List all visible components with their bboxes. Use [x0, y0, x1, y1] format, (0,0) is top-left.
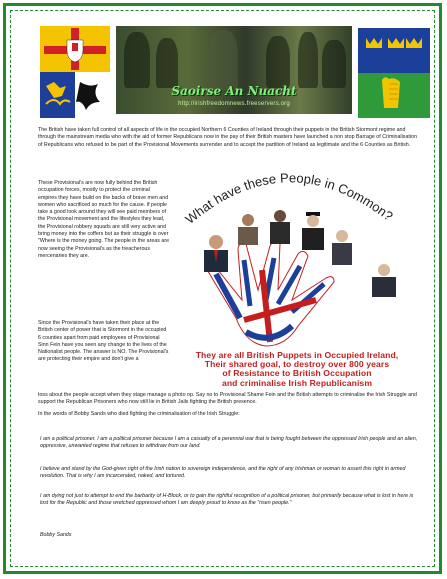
signature: Bobby Sands [40, 532, 72, 538]
quote-paragraph: I am dying not just to attempt to end the barbarity of H-Block, or to gain the rightful recognition of a political prisoner, but primarily because what is lost in here is lost for the Republic and those wretched oppressed whom I am deeply proud to know as the "risen people." [40, 493, 414, 507]
figure-5 [332, 230, 352, 265]
figure-1 [204, 235, 228, 272]
graphic-slogan [166, 351, 428, 388]
header-banner [116, 26, 352, 114]
figure-4 [302, 212, 324, 250]
continuation-paragraph: toss about the people accept when they stage manage a photo op. Say no to Provisional Shame Fein and the British attempts to criminalise the Irish Struggle and support the Republican Prisoners who now still lie in British Jails fighting the British presence. [38, 392, 417, 406]
banner-url[interactable]: http://irishfreedomnews.freeservers.org [178, 101, 290, 107]
graphic-headline-text: What have these People in Common? [182, 170, 396, 227]
puppets-graphic [166, 150, 430, 380]
graphic-headline [182, 170, 396, 227]
intro-paragraph: The British have taken full control of all aspects of life in the occupied Northern 6 Counties of Ireland through their puppets in the British Stormont regime and through the mainstream media who with the aid of former Republicans now in the pay of their British masters have launched a non stop Barrage of Criminalisation of Republicans who refused to be part of the Provisional Movements surrender and to accept the partition of Ireland as legitimate and the 6 Counties as British. [38, 127, 417, 148]
provisionals-paragraph: These Provisional's are now fully behind the British occupation forces, mostly to protect the criminal empires they have build on the backs of brave men and women who sacrificed so much for the cause. If people take a good look around they will see paid members of the Provisional movement and the lifestyles they lead, the Provisional robbery squads are still very active and bring money into the coffers but as their struggle is over "Where is the money going. The people in the areas are now seeing the Provisional's as the treacherous mercenaries they are. [38, 180, 170, 259]
slogan-line: of Resistance to British Occupation [222, 368, 372, 379]
figure-3 [270, 210, 290, 244]
bobby-sands-intro: In the words of Bobby Sands who died fighting the criminalisation of the Irish Struggle: [38, 411, 240, 417]
figure-2 [238, 214, 258, 245]
quote-paragraph: I believe and stand by the God-given right of the Irish nation to sovereign independence, and the right of any Irishman or woman to assert this right in armed revolution. That is why I am incarcerated, naked, and tortured. [40, 466, 406, 480]
slogan-line: Their shared goal, to destroy over 800 years [204, 359, 390, 370]
banner-title: Saoirse An Nuacht [171, 84, 297, 98]
quote-paragraph: I am a political prisoner. I am a political prisoner because I am a casualty of a perennial war that is being fought between the oppressed Irish people and an alien, oppressive, unwanted regime that refuses to withdraw from our land. [40, 436, 418, 450]
slogan-line: and criminalise Irish Republicanism [221, 377, 373, 388]
stormont-paragraph: Since the Provisional's have taken their place at the British center of power that is Stormont in the occupied 6 counties apart from paid employees of Provisional Sinn Fein have you seen any change to the lives of the Nationalist people. The answer is NO. The Provisional's are protecting their empire and don't give a [38, 320, 169, 363]
figure-6 [372, 264, 396, 297]
ulster-flag-icon [40, 26, 110, 118]
leinster-flag-icon [358, 28, 430, 118]
slogan-line: They are all British Puppets in Occupied Ireland, [195, 350, 399, 360]
